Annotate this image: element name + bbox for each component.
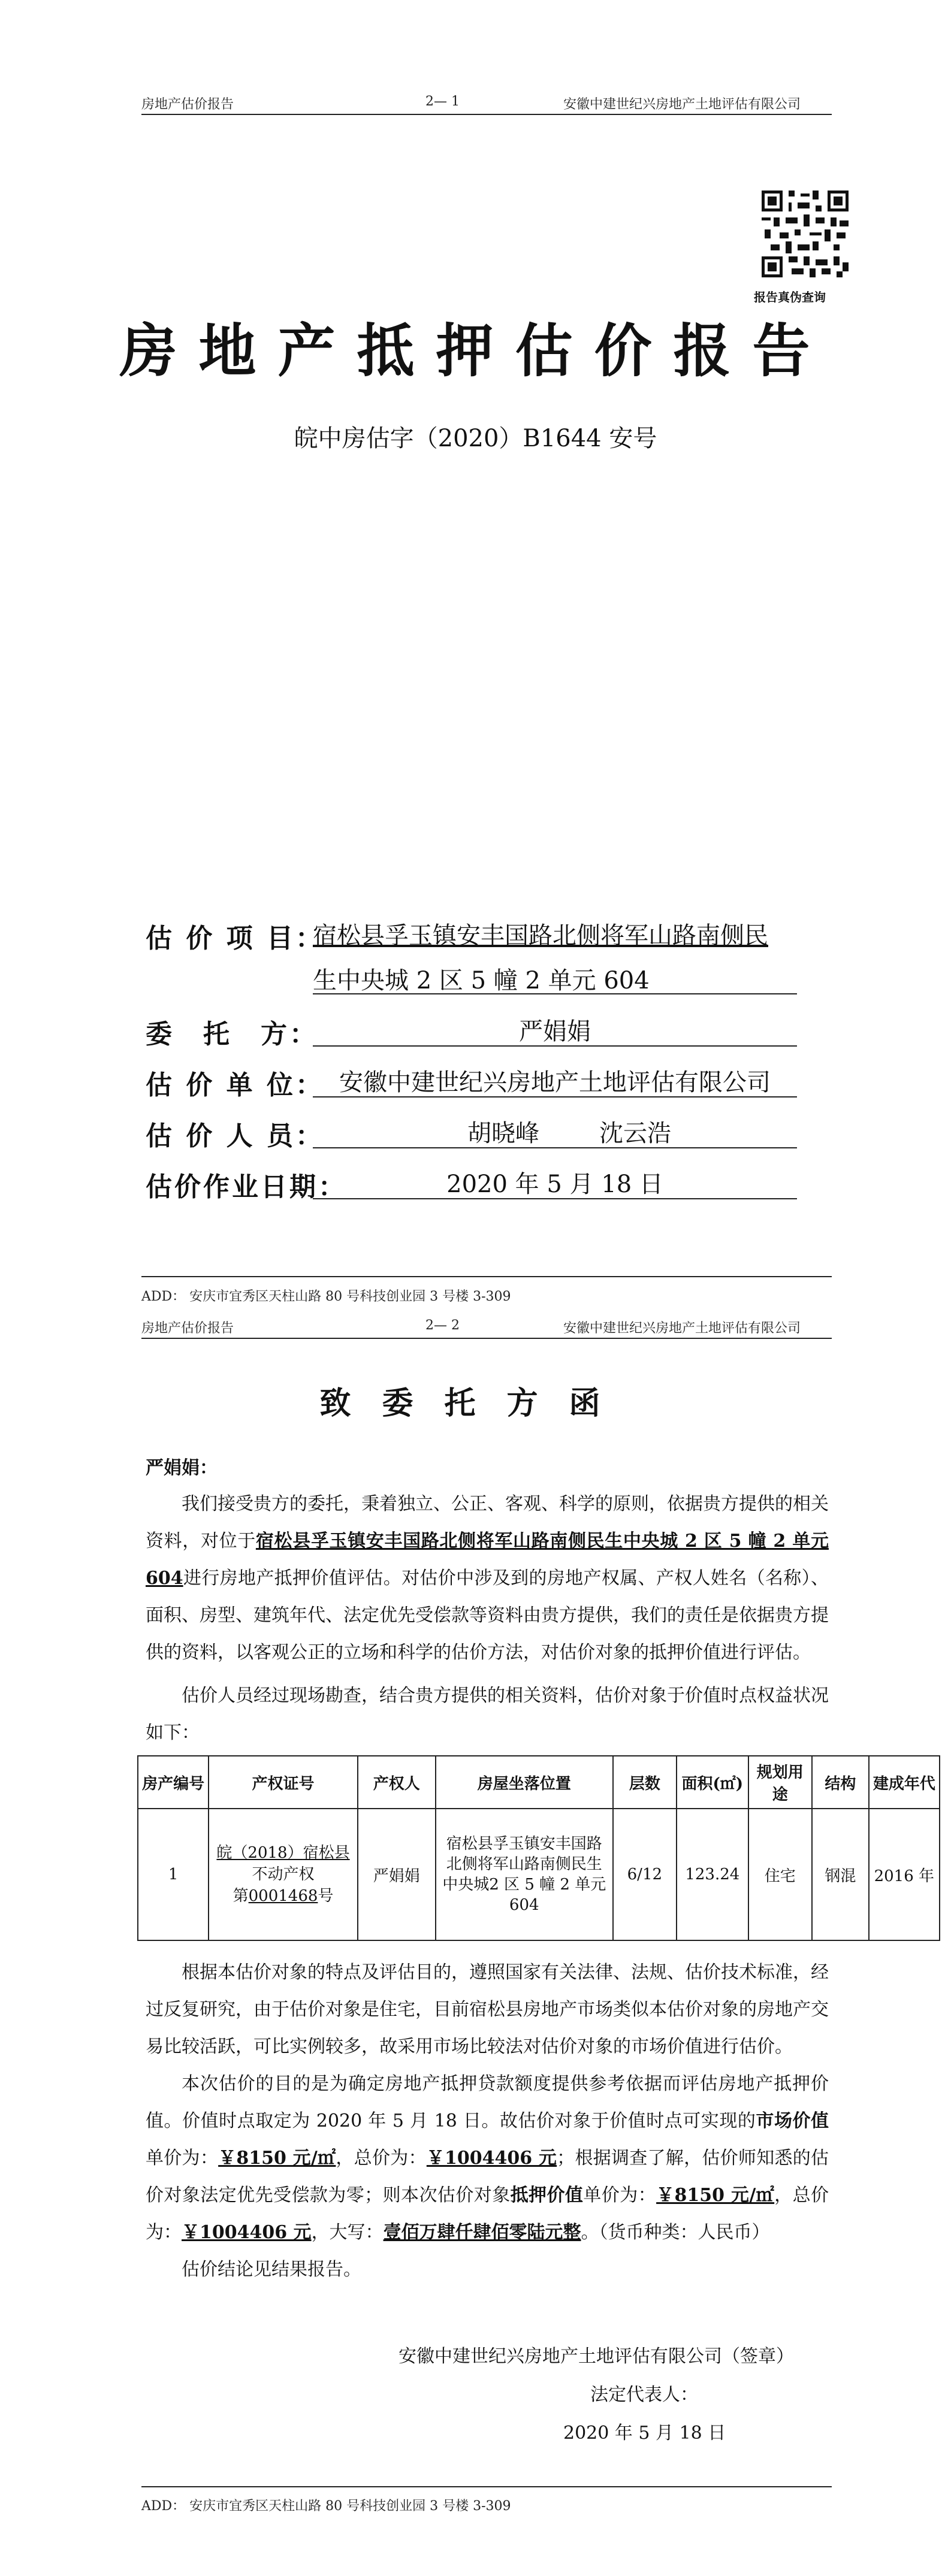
date-underline [313,1198,797,1199]
valuer-name-1: 胡晓峰 [467,1120,539,1147]
project-underline [313,993,797,994]
cell-area: 123.24 [677,1809,748,1940]
p4-t3: 单价为： [146,2148,219,2169]
page2-header-center: 2— 2 [425,1318,460,1333]
p4-mortgage-total: ￥1004406 元 [182,2222,312,2243]
col-header-floors: 层数 [613,1756,677,1809]
col-header-cert: 产权证号 [209,1756,357,1809]
p4-t13: ，大写： [311,2222,384,2243]
p4-amount-in-words: 壹佰万肆仟肆佰零陆元整 [383,2222,581,2243]
col-header-use: 规划用途 [748,1756,812,1809]
client-label: 委 托 方： [146,1019,318,1050]
p4-mortgage-unit-price: ￥8150 元/㎡ [656,2185,775,2206]
page2-footer-rule [141,2486,832,2487]
p4-mortgage-value: 抵押价值 [510,2185,584,2206]
project-label: 估 价 项 目： [146,923,324,954]
cell-use: 住宅 [748,1809,812,1940]
table-row [138,1809,940,1940]
project-value-1: 宿松县孚玉镇安丰国路北侧将军山路南侧民 [313,922,768,950]
project-value-2: 生中央城 2 区 5 幢 2 单元 604 [313,967,650,994]
paragraph-3: 根据本估价对象的特点及评估目的，遵照国家有关法律、法规、估价技术标准，经过反复研究，由于估价对象是住宅，目前宿松县房地产市场类似本估价对象的房地产交易比较活跃，可比实例较多，故采用市场比较法对估价对象的市场价值进行估价。 [146,1962,829,2057]
valuers-label: 估 价 人 员： [146,1121,324,1151]
property-table [137,1755,940,1941]
report-number: 皖中房估字（2020）B1644 安号 [294,425,657,452]
unit-underline [313,1096,797,1097]
client-value: 严娟娟 [519,1018,591,1045]
p4-market-unit-price: ￥8150 元/㎡ [218,2148,336,2169]
cell-floors: 6/12 [613,1809,677,1940]
property-address: 宿松县孚玉镇安丰国路北侧将军山路南侧民生中央城 2 区 5 幢 2 单元 604 [146,1531,829,1589]
page1-footer-rule [141,1276,832,1277]
p4-t11: ，总价为： [146,2185,829,2243]
col-header-area: 面积(㎡) [677,1756,748,1809]
p4-t9: 单价为： [583,2185,657,2206]
cert-county: 宿松县 [303,1844,350,1862]
date-value: 2020 年 5 月 18 日 [446,1171,663,1198]
cert-type: 不动产权 [252,1866,315,1883]
paragraph-1-text-a: 我们接受贵方的委托，秉着独立、公正、客观、科学的原则，依据贵方提供的相关资料，对位于 [146,1493,829,1552]
page2-header-right: 安徽中建世纪兴房地产土地评估有限公司 [563,1321,801,1336]
page2-footer: ADD： 安庆市宜秀区天柱山路 80 号科技创业园 3 号楼 3-309 [141,2499,511,2514]
page1-header-right: 安徽中建世纪兴房地产土地评估有限公司 [563,97,801,112]
page2-header-left: 房地产估价报告 [141,1321,234,1336]
paragraph-1-text-c: 进行房地产抵押价值评估。对估价中涉及到的房地产权属、产权人姓名（名称）、面积、房型、建筑年代、法定优先受偿款等资料由贵方提供，我们的责任是依据贵方提供的资料，以客观公正的立场和科学的估价方法，对估价对象的抵押价值进行评估。 [146,1568,829,1663]
cell-owner: 严娟娟 [358,1809,436,1940]
valuers-underline [313,1147,797,1148]
p4-market-total: ￥1004406 元 [426,2148,557,2169]
p4-t15: 。（货币种类：人民币） [581,2222,770,2243]
cell-location: 宿松县孚玉镇安丰国路北侧将军山路南侧民生中央城2 区 5 幢 2 单元 604 [436,1809,613,1940]
col-header-year: 建成年代 [869,1756,940,1809]
cert-di: 第 [233,1887,249,1905]
col-header-no: 房产编号 [138,1756,209,1809]
report-title: 房地产抵押估价报告 [119,317,832,385]
cert-prefix: 皖（2018） [216,1844,303,1862]
qr-code [762,191,849,277]
cert-hao: 号 [318,1887,334,1905]
unit-label: 估 价 单 位： [146,1070,324,1100]
cell-year: 2016 年 [869,1809,940,1940]
cert-number: 0001468 [248,1887,318,1905]
unit-value: 安徽中建世纪兴房地产土地评估有限公司 [339,1069,771,1096]
cell-cert [209,1809,357,1940]
p4-t5: ，总价为： [336,2148,427,2169]
signature-company: 安徽中建世纪兴房地产土地评估有限公司（签章） [398,2346,794,2367]
col-header-structure: 结构 [812,1756,869,1809]
page1-header-left: 房地产估价报告 [141,97,234,112]
p4-t1: 本次估价的目的是为确定房地产抵押贷款额度提供参考依据而评估房地产抵押价值。价值时点取定为 2020 年 5 月 18 日。故估价对象于价值时点可实现的 [146,2073,829,2131]
paragraph-4 [146,2066,829,2251]
cell-no: 1 [138,1809,209,1940]
col-header-location: 房屋坐落位置 [436,1756,613,1809]
signature-representative: 法定代表人： [590,2384,698,2405]
p4-t7: ；根据调查了解，估价师知悉的估价对象法定优先受偿款为零；则本次估价对象 [146,2148,829,2206]
date-label: 估价作业日期： [146,1172,347,1202]
p4-market-value: 市场价值 [756,2111,829,2131]
page1-header-center: 2— 1 [425,94,460,109]
page2-header-rule [141,1338,832,1339]
letter-title: 致委托方函 [319,1385,632,1422]
salutation: 严娟娟： [146,1458,218,1479]
paragraph-2: 估价人员经过现场勘查，结合贵方提供的相关资料，估价对象于价值时点权益状况如下： [146,1685,829,1743]
qr-caption: 报告真伪查询 [754,290,826,304]
paragraph-5: 估价结论见结果报告。 [182,2259,361,2280]
page1-footer: ADD： 安庆市宜秀区天柱山路 80 号科技创业园 3 号楼 3-309 [141,1289,511,1304]
valuer-name-2: 沈云浩 [599,1120,671,1147]
page1-header-rule [141,114,832,115]
client-underline [313,1045,797,1047]
col-header-owner: 产权人 [358,1756,436,1809]
cell-structure: 钢混 [812,1809,869,1940]
paragraph-1 [146,1486,829,1671]
signature-date: 2020 年 5 月 18 日 [563,2423,726,2444]
